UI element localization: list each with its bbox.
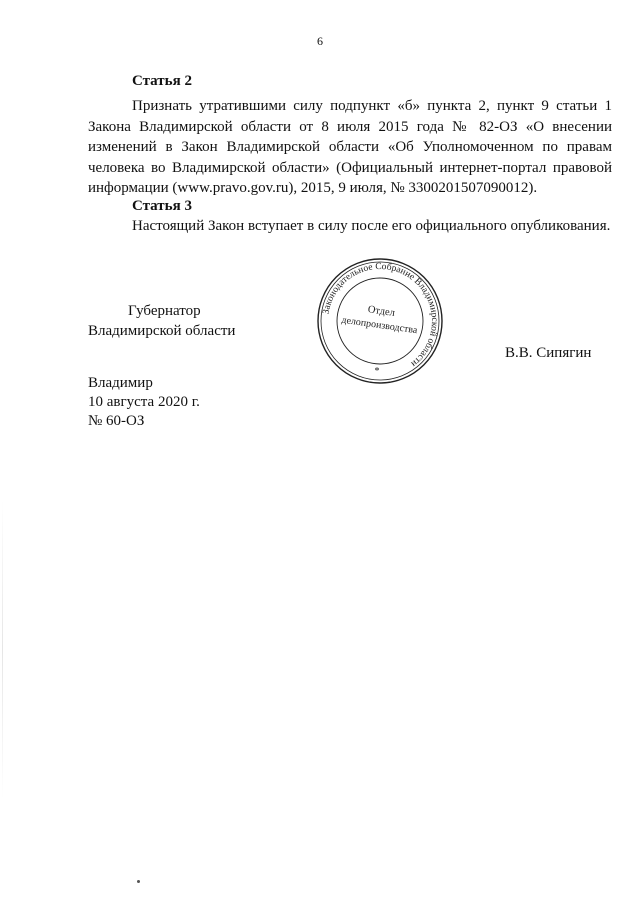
scan-edge-shadow bbox=[2, 500, 3, 800]
stamp-star: * bbox=[374, 366, 380, 377]
stamp-seal-graphic bbox=[315, 256, 445, 386]
scan-speck bbox=[137, 880, 140, 883]
law-number: № 60-ОЗ bbox=[88, 413, 145, 429]
stamp-center-line2: делопроизводства bbox=[340, 314, 419, 337]
issue-place: Владимир bbox=[88, 375, 153, 391]
article-3-heading: Статья 3 bbox=[132, 198, 192, 214]
stamp-center-line1: Отдел bbox=[367, 304, 396, 319]
article-3-text: Настоящий Закон вступает в силу после его официального опубликования. bbox=[132, 218, 611, 234]
signer-title-line1: Губернатор bbox=[128, 303, 201, 319]
signer-title bbox=[88, 301, 235, 341]
stamp-ring-text: Законодательное Собрание Владимирской области bbox=[321, 261, 440, 369]
signer-title-line2: Владимирской области bbox=[88, 323, 236, 339]
page-number: 6 bbox=[317, 34, 323, 48]
signer-name: В.В. Сипягин bbox=[505, 345, 592, 361]
article-2-heading: Статья 2 bbox=[132, 73, 192, 89]
issue-info bbox=[88, 374, 200, 431]
article-2-text: Признать утратившими силу подпункт «б» пункта 2, пункт 9 статьи 1 Закона Владимирской области от 8 июля 2015 года № 82-ОЗ «О внесении изменений в Закон Владимирской области «Об Уполномоченном по правам человека во Владимирской области» (Официальный интернет-портал правовой информации (www.pravo.gov.ru), 2015, 9 июля, № 3300201507090012). bbox=[88, 98, 612, 196]
office-stamp bbox=[315, 256, 445, 386]
issue-date: 10 августа 2020 г. bbox=[88, 394, 200, 410]
